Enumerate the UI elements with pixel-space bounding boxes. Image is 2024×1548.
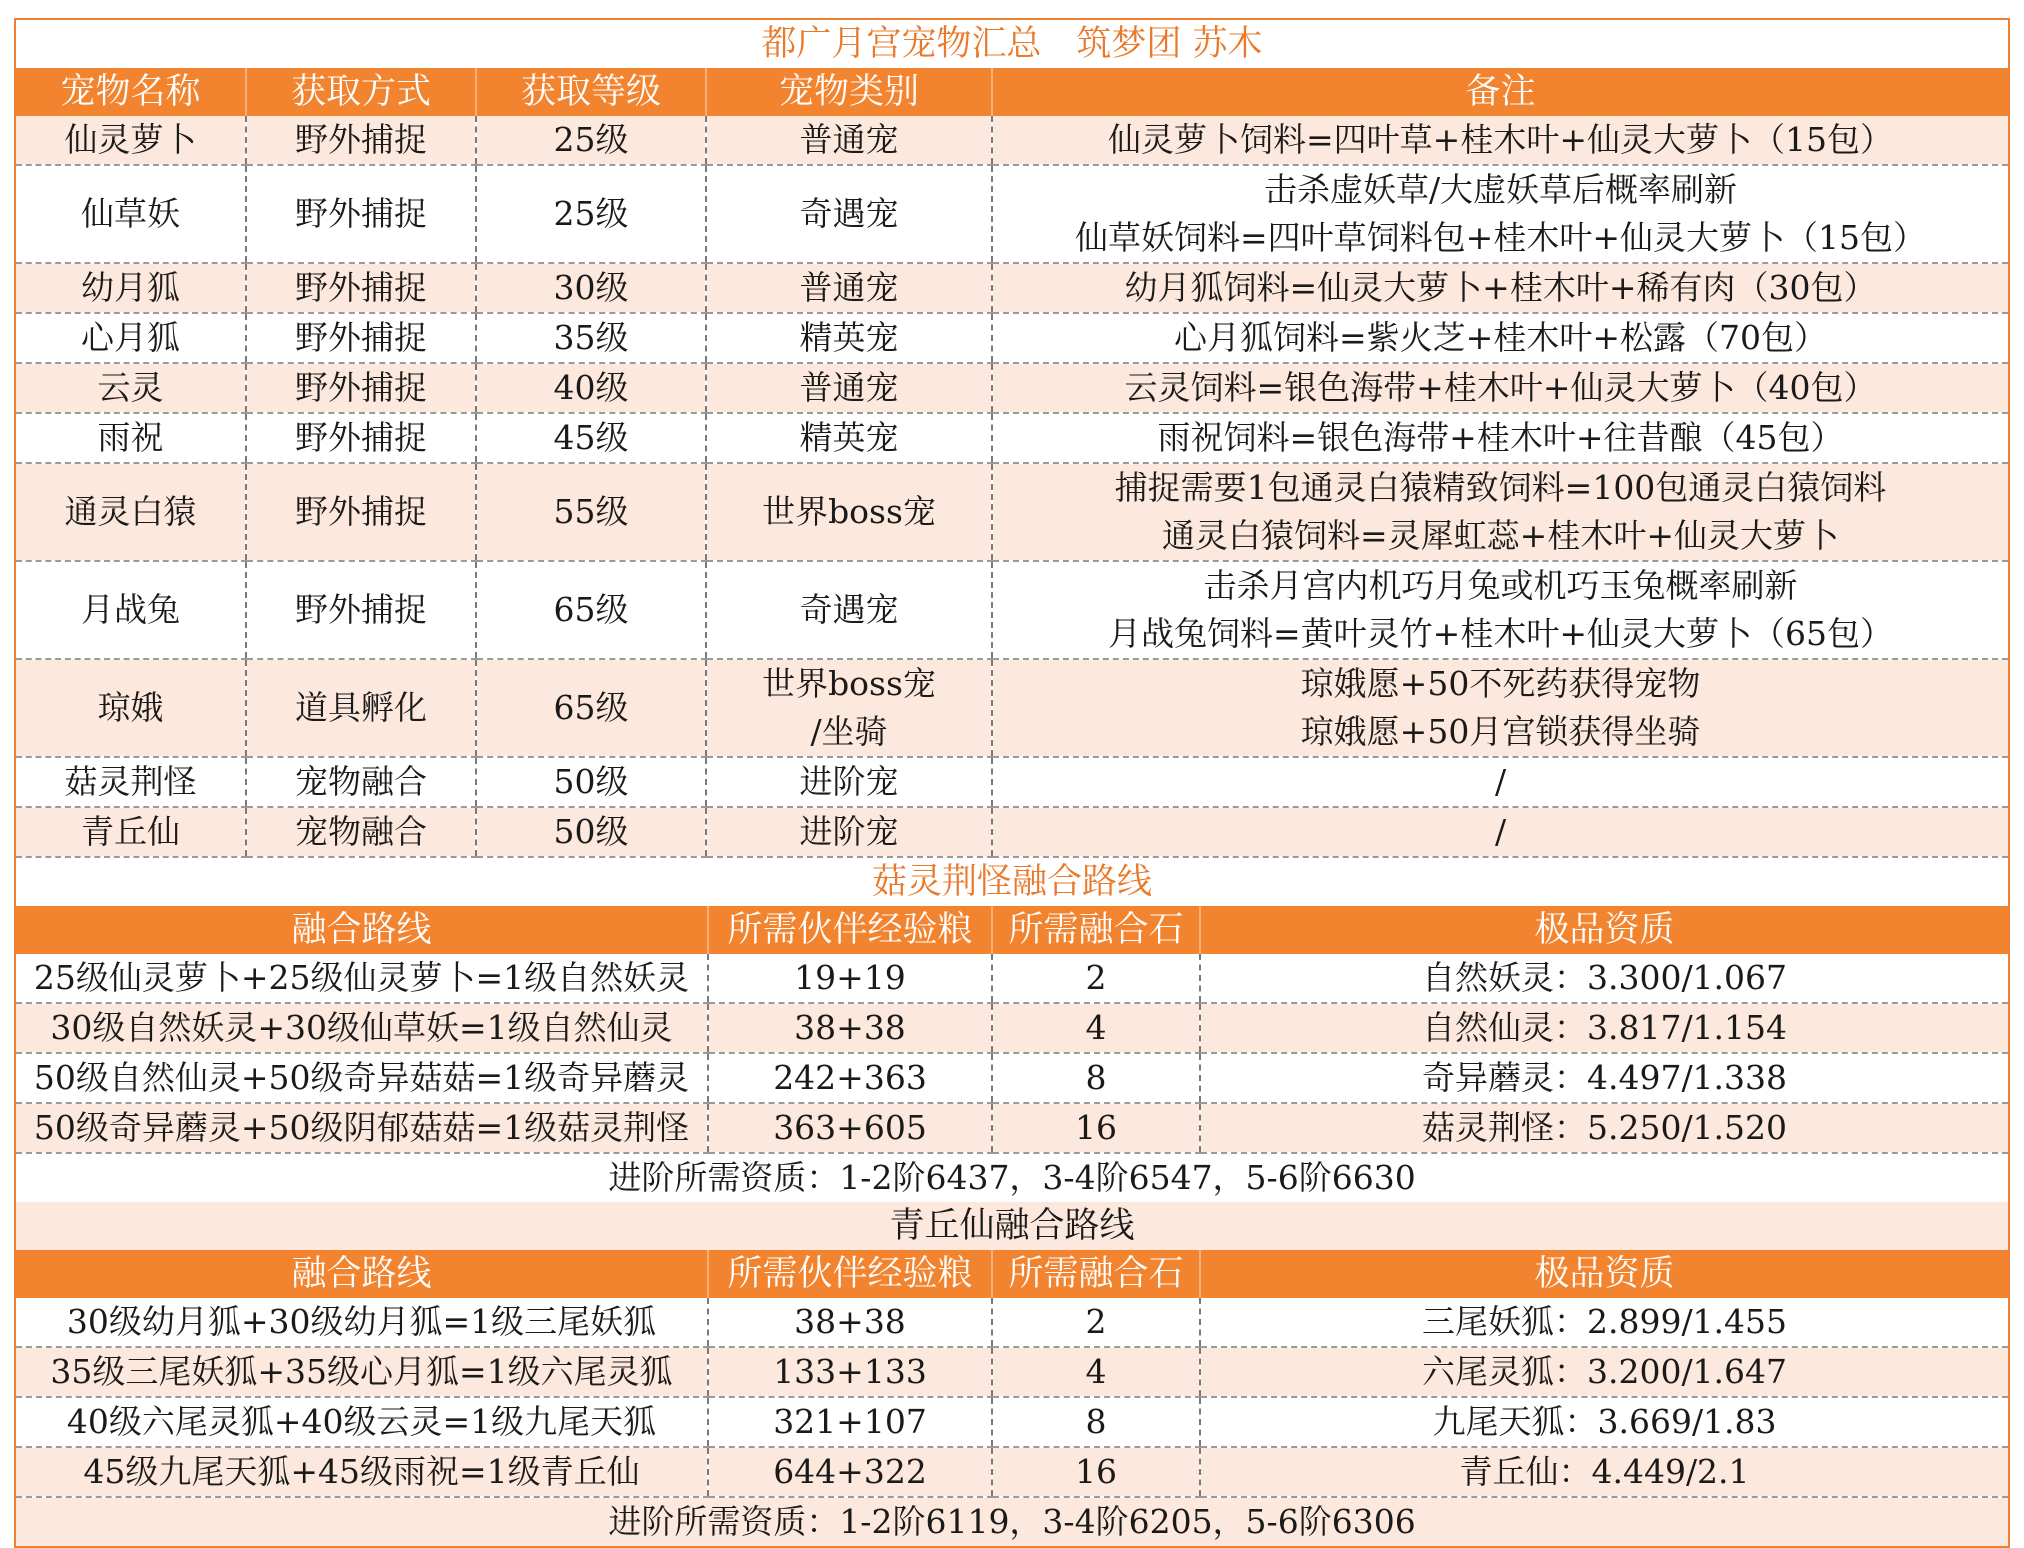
pet-notes [992,757,2008,807]
fusion2-row [16,1347,2008,1397]
fusion1-stones: 2 [992,954,1200,1003]
fusion2-title-row [16,1202,2008,1250]
fusion1-exp: 242+363 [708,1053,992,1103]
fusion2-header-row [16,1250,2008,1298]
pet-notes-line: 琼娥愿+50月宫锁获得坐骑 [1300,712,1701,751]
fusion2-requirement-row [16,1497,2008,1546]
fusion1-header-exp: 所需伙伴经验粮 [708,906,992,954]
pet-level: 30级 [476,263,706,313]
pet-category [706,561,992,659]
pet-row [16,413,2008,463]
pet-notes-line: 心月狐饲料=紫火芝+桂木叶+松露（70包） [1174,318,1827,357]
pet-category-line: 进阶宠 [799,812,899,851]
pet-category [706,659,992,757]
pet-method: 道具孵化 [246,659,476,757]
header-level: 获取等级 [476,68,706,116]
pet-category-line: 奇遇宠 [799,590,899,629]
fusion1-stones: 4 [992,1003,1200,1053]
fusion1-header-route: 融合路线 [16,906,708,954]
fusion2-route: 40级六尾灵狐+40级云灵=1级九尾天狐 [16,1397,708,1447]
fusion1-rows [16,954,2008,1153]
fusion1-row [16,1053,2008,1103]
pet-table [16,20,2008,858]
fusion2-row [16,1447,2008,1497]
pet-notes [992,463,2008,561]
pet-method: 宠物融合 [246,807,476,857]
pet-row [16,165,2008,263]
pet-method: 野外捕捉 [246,561,476,659]
fusion2-title: 青丘仙融合路线 [16,1202,2008,1250]
fusion2-requirement: 进阶所需资质：1-2阶6119，3-4阶6205，5-6阶6306 [16,1497,2008,1546]
fusion2-header-exp: 所需伙伴经验粮 [708,1250,992,1298]
pet-rows [16,116,2008,857]
pet-name: 琼娥 [16,659,246,757]
header-pet-name: 宠物名称 [16,68,246,116]
fusion2-stones: 4 [992,1347,1200,1397]
pet-category-line: 进阶宠 [799,762,899,801]
fusion2-stones: 2 [992,1298,1200,1347]
pet-notes-line: / [1494,812,1507,851]
pet-notes-line: 通灵白猿饲料=灵犀虹蕊+桂木叶+仙灵大萝卜 [1162,516,1839,555]
pet-level: 25级 [476,165,706,263]
pet-notes-line: / [1494,762,1507,801]
fusion1-exp: 38+38 [708,1003,992,1053]
fusion1-exp: 363+605 [708,1103,992,1153]
pet-name: 幼月狐 [16,263,246,313]
pet-level: 65级 [476,659,706,757]
pet-method: 野外捕捉 [246,413,476,463]
header-category: 宠物类别 [706,68,992,116]
pet-name: 菇灵荆怪 [16,757,246,807]
pet-level: 50级 [476,807,706,857]
pet-category-line: 普通宠 [799,268,899,307]
header-notes: 备注 [992,68,2008,116]
fusion1-requirement: 进阶所需资质：1-2阶6437，3-4阶6547，5-6阶6630 [16,1153,2008,1202]
pet-notes-line: 月战兔饲料=黄叶灵竹+桂木叶+仙灵大萝卜（65包） [1108,614,1893,653]
pet-method: 野外捕捉 [246,263,476,313]
fusion-table-2 [16,1202,2008,1546]
fusion2-exp: 321+107 [708,1397,992,1447]
pet-notes-line: 仙灵萝卜饲料=四叶草+桂木叶+仙灵大萝卜（15包） [1108,120,1893,159]
fusion1-title: 菇灵荆怪融合路线 [16,858,2008,906]
pet-category [706,165,992,263]
pet-name: 雨祝 [16,413,246,463]
pet-category-line: 普通宠 [799,120,899,159]
fusion2-quality: 六尾灵狐：3.200/1.647 [1200,1347,2008,1397]
pet-level: 40级 [476,363,706,413]
fusion1-route: 30级自然妖灵+30级仙草妖=1级自然仙灵 [16,1003,708,1053]
fusion2-route: 35级三尾妖狐+35级心月狐=1级六尾灵狐 [16,1347,708,1397]
pet-method: 宠物融合 [246,757,476,807]
pet-notes [992,313,2008,363]
pet-category [706,116,992,165]
pet-notes [992,116,2008,165]
fusion2-stones: 8 [992,1397,1200,1447]
fusion1-header-quality: 极品资质 [1200,906,2008,954]
fusion2-stones: 16 [992,1447,1200,1497]
pet-level: 65级 [476,561,706,659]
fusion1-row [16,954,2008,1003]
pet-category [706,413,992,463]
header-method: 获取方式 [246,68,476,116]
fusion-table-1 [16,858,2008,1202]
pet-category-line: 普通宠 [799,368,899,407]
pet-category-line: /坐骑 [810,712,888,751]
pet-category [706,463,992,561]
pet-category-line: 世界boss宠 [762,664,936,703]
fusion2-exp: 38+38 [708,1298,992,1347]
fusion1-stones: 16 [992,1103,1200,1153]
pet-level: 45级 [476,413,706,463]
pet-name: 仙灵萝卜 [16,116,246,165]
fusion1-quality: 奇异蘑灵：4.497/1.338 [1200,1053,2008,1103]
fusion1-requirement-row [16,1153,2008,1202]
fusion1-quality: 菇灵荆怪：5.250/1.520 [1200,1103,2008,1153]
fusion2-header-quality: 极品资质 [1200,1250,2008,1298]
pet-summary-sheet [14,18,2010,1548]
pet-notes [992,363,2008,413]
pet-category-line: 精英宠 [799,318,899,357]
pet-notes [992,263,2008,313]
pet-name: 心月狐 [16,313,246,363]
pet-method: 野外捕捉 [246,165,476,263]
fusion1-row [16,1103,2008,1153]
pet-method: 野外捕捉 [246,363,476,413]
pet-notes [992,165,2008,263]
pet-method: 野外捕捉 [246,116,476,165]
pet-notes-line: 雨祝饲料=银色海带+桂木叶+往昔酿（45包） [1157,418,1844,457]
pet-category-line: 世界boss宠 [762,492,936,531]
pet-header-row [16,68,2008,116]
fusion2-header-stones: 所需融合石 [992,1250,1200,1298]
pet-level: 50级 [476,757,706,807]
pet-row [16,807,2008,857]
fusion2-rows [16,1298,2008,1497]
fusion2-exp: 133+133 [708,1347,992,1397]
fusion1-route: 25级仙灵萝卜+25级仙灵萝卜=1级自然妖灵 [16,954,708,1003]
pet-notes-line: 琼娥愿+50不死药获得宠物 [1300,664,1701,703]
pet-category [706,807,992,857]
pet-category [706,363,992,413]
fusion2-quality: 九尾天狐：3.669/1.83 [1200,1397,2008,1447]
pet-notes [992,413,2008,463]
fusion2-quality: 三尾妖狐：2.899/1.455 [1200,1298,2008,1347]
fusion2-row [16,1298,2008,1347]
pet-notes [992,561,2008,659]
pet-level: 55级 [476,463,706,561]
pet-category [706,263,992,313]
fusion1-header-stones: 所需融合石 [992,906,1200,954]
pet-method: 野外捕捉 [246,313,476,363]
pet-notes [992,807,2008,857]
fusion2-row [16,1397,2008,1447]
title-row [16,20,2008,68]
pet-notes-line: 仙草妖饲料=四叶草饲料包+桂木叶+仙灵大萝卜（15包） [1075,218,1926,257]
pet-notes-line: 击杀虚妖草/大虚妖草后概率刷新 [1263,170,1738,209]
pet-level: 25级 [476,116,706,165]
fusion2-quality: 青丘仙：4.449/2.1 [1200,1447,2008,1497]
pet-name: 通灵白猿 [16,463,246,561]
fusion2-header-route: 融合路线 [16,1250,708,1298]
fusion2-exp: 644+322 [708,1447,992,1497]
pet-notes-line: 捕捉需要1包通灵白猿精致饲料=100包通灵白猿饲料 [1114,468,1887,507]
pet-method: 野外捕捉 [246,463,476,561]
pet-notes [992,659,2008,757]
fusion1-row [16,1003,2008,1053]
pet-name: 云灵 [16,363,246,413]
fusion1-quality: 自然妖灵：3.300/1.067 [1200,954,2008,1003]
pet-category [706,757,992,807]
pet-name: 月战兔 [16,561,246,659]
pet-row [16,363,2008,413]
pet-notes-line: 云灵饲料=银色海带+桂木叶+仙灵大萝卜（40包） [1124,368,1877,407]
pet-row [16,116,2008,165]
fusion2-route: 45级九尾天狐+45级雨祝=1级青丘仙 [16,1447,708,1497]
pet-category-line: 精英宠 [799,418,899,457]
pet-row [16,561,2008,659]
pet-row [16,659,2008,757]
fusion1-stones: 8 [992,1053,1200,1103]
pet-name: 仙草妖 [16,165,246,263]
pet-notes-line: 击杀月宫内机巧月兔或机巧玉兔概率刷新 [1203,566,1798,605]
fusion1-route: 50级自然仙灵+50级奇异菇菇=1级奇异蘑灵 [16,1053,708,1103]
pet-row [16,313,2008,363]
pet-category [706,313,992,363]
pet-category-line: 奇遇宠 [799,194,899,233]
fusion1-route: 50级奇异蘑灵+50级阴郁菇菇=1级菇灵荆怪 [16,1103,708,1153]
fusion2-route: 30级幼月狐+30级幼月狐=1级三尾妖狐 [16,1298,708,1347]
page-title: 都广月宫宠物汇总 筑梦团 苏木 [16,20,2008,68]
fusion1-title-row [16,858,2008,906]
pet-level: 35级 [476,313,706,363]
fusion1-header-row [16,906,2008,954]
pet-notes-line: 幼月狐饲料=仙灵大萝卜+桂木叶+稀有肉（30包） [1124,268,1877,307]
fusion1-quality: 自然仙灵：3.817/1.154 [1200,1003,2008,1053]
fusion1-exp: 19+19 [708,954,992,1003]
pet-name: 青丘仙 [16,807,246,857]
pet-row [16,463,2008,561]
pet-row [16,757,2008,807]
pet-row [16,263,2008,313]
